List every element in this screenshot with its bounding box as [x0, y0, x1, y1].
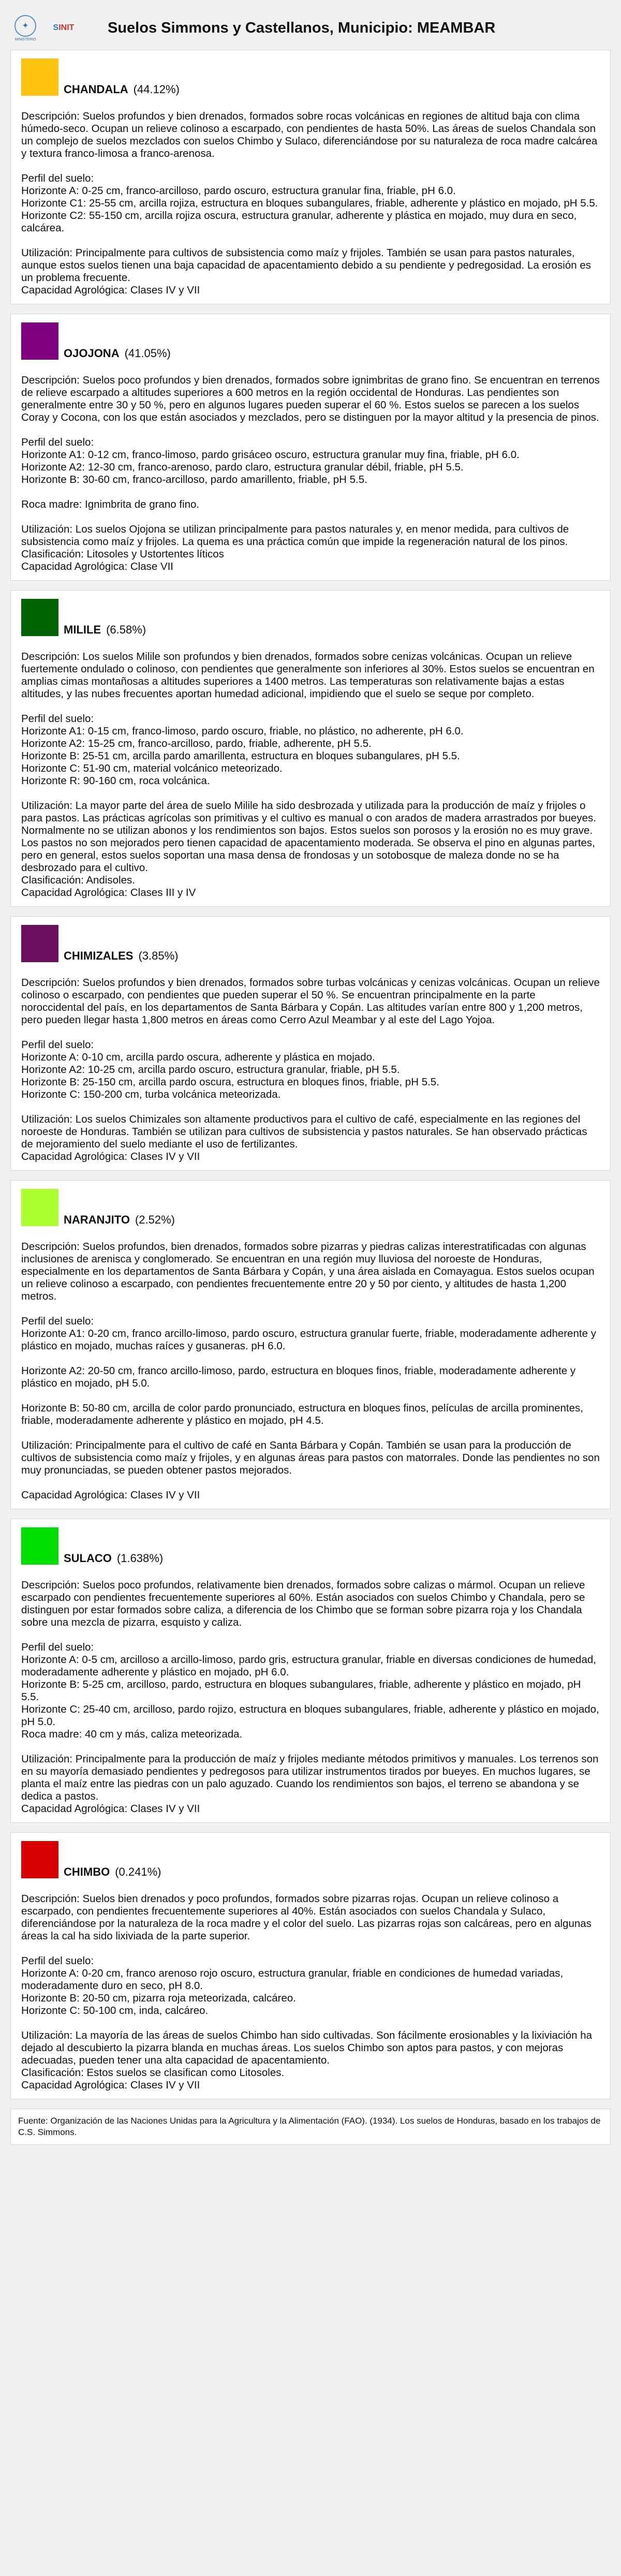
soil-text-line: Perfil del suelo:: [21, 1641, 94, 1653]
soil-text-line: Descripción: Suelos poco profundos, relativamente bien drenados, formados sobre calizas o mármol. Ocupan un relieve escarpado con pendientes frecuentemente superiores al 60%. Están asociados con suelos Chimbo y Chandala, pero se distinguen por estar formados sobre caliza, a diferencia de los Chimbo que se forman sobre pizarra roja y los Chandala sobre una mezcla de pizarra, esquisto y caliza.: [21, 1579, 585, 1628]
soil-name: CHIMBO: [64, 1865, 110, 1878]
soil-text-line: Roca madre: Ignimbrita de grano fino.: [21, 498, 200, 510]
soil-text-line: Utilización: La mayoría de las áreas de suelos Chimbo han sido cultivadas. Son fácilmente erosionables y la lixiviación ha dejado al descubierto la pizarra blanda en muchas áreas. Los suelos Chimbo son aptos para pastos, y con mejoras adecuadas, pueden tener una alta capacidad de apacentamiento.: [21, 2029, 593, 2066]
ministry-seal-icon: ✦: [14, 15, 36, 37]
soil-text-block: [21, 1402, 600, 1427]
soil-text-line: Horizonte B: 25-51 cm, arcilla pardo amarillenta, estructura en bloques subangulares, pH 5.5.: [21, 750, 460, 762]
soil-text-line: Horizonte A1: 0-12 cm, franco-limoso, pardo grisáceo oscuro, estructura granular muy fina, friable, pH 6.0.: [21, 449, 520, 461]
soil-text-block: [21, 1579, 600, 1629]
soil-text-block: [21, 436, 600, 486]
soil-text-block: [21, 1315, 600, 1352]
soil-text-line: Horizonte C2: 55-150 cm, arcilla rojiza oscura, estructura granular, adherente y plástica en mojado, muy dura en seco, calcárea.: [21, 210, 577, 234]
soil-text-line: Capacidad Agrológica: Clases IV y VII: [21, 1151, 200, 1162]
soil-header: [21, 1527, 600, 1565]
soil-text-block: [21, 977, 600, 1026]
soil-color-swatch: [21, 58, 58, 96]
soil-text-block: [21, 1893, 600, 1942]
soil-text-line: Capacidad Agrológica: Clases IV y VII: [21, 2079, 200, 2091]
soil-percentage: (0.241%): [115, 1865, 161, 1878]
soil-percentage: (41.05%): [124, 347, 171, 360]
soil-card-sulaco: [10, 1519, 611, 1823]
soil-text-line: Utilización: Principalmente para la producción de maíz y frijoles mediante métodos primitivos y manuales. Los terrenos son en su mayoría demasiado pendientes y pedregosos para utilizar instrumentos tirados por bueyes. En muchos lugares, se planta el maíz entre las piedras con un palo aguzado. Cuando los rendimientos son bajos, el terreno se abandona y se dedica a pastos.: [21, 1753, 599, 1802]
soil-text-line: Horizonte B: 20-50 cm, pizarra roja meteorizada, calcáreo.: [21, 1992, 296, 2004]
soil-text-line: Capacidad Agrológica: Clases III y IV: [21, 887, 196, 899]
ministry-logo-caption: MINISTERIO: [14, 37, 36, 41]
soil-text-line: Horizonte C1: 25-55 cm, arcilla rojiza, estructura en bloques subangulares, friable, adherente y plástico en mojado, pH 5.5.: [21, 197, 598, 209]
source-footer: Fuente: Organización de las Naciones Unidas para la Agricultura y la Alimentación (FAO). (1934). Los suelos de Honduras, basado en los trabajos de C.S. Simmons.: [10, 2109, 611, 2145]
soil-text-line: Descripción: Los suelos Milile son profundos y bien drenados, formados sobre cenizas volcánicas. Ocupan un relieve fuertemente ondulado o colinoso, con pendientes que generalmente son inferiores al 30%. Estos suelos se encuentran en amplias cimas montañosas a altitudes superiores a 1400 metros. Las temperaturas son relativamente bajas a estas altitudes, y las nubes frecuentes aportan humedad adicional, impidiendo que el suelo se seque por completo.: [21, 651, 595, 700]
soil-text-block: [21, 1955, 600, 2017]
soil-name: CHANDALA: [64, 83, 128, 96]
soil-text-block: [21, 172, 600, 234]
soil-text-line: Utilización: Principalmente para el cultivo de café en Santa Bárbara y Copán. También se usan para la producción de cultivos de subsistencia como maíz y frijoles, y en algunas áreas para pastos con matorrales. Donde las pendientes no son muy pronunciadas, se pueden obtener pastos mejorados.: [21, 1439, 600, 1476]
soil-text-line: Horizonte A: 0-25 cm, franco-arcilloso, pardo oscuro, estructura granular fina, friable, pH 6.0.: [21, 185, 456, 197]
soil-color-swatch: [21, 599, 58, 636]
soil-text-block: [21, 110, 600, 160]
soil-text-line: Horizonte R: 90-160 cm, roca volcánica.: [21, 775, 210, 787]
soil-text-line: Horizonte A2: 10-25 cm, arcilla pardo oscuro, estructura granular, friable, pH 5.5.: [21, 1064, 400, 1076]
soil-color-swatch: [21, 322, 58, 360]
soil-text-line: Horizonte B: 30-60 cm, franco-arcilloso, pardo amarillento, friable, pH 5.5.: [21, 474, 367, 485]
soil-color-swatch: [21, 1841, 58, 1878]
soil-percentage: (44.12%): [133, 83, 180, 96]
soil-text-line: Horizonte A2: 20-50 cm, franco arcillo-limoso, pardo, estructura en bloques finos, friable, moderadamente adherente y plástico en mojado, pH 5.0.: [21, 1365, 576, 1389]
soil-text-block: [21, 2029, 600, 2092]
soil-card-chandala: [10, 50, 611, 304]
soil-text-line: Capacidad Agrológica: Clase VII: [21, 561, 174, 572]
soil-name: OJOJONA: [64, 347, 120, 360]
soil-text-line: Descripción: Suelos profundos, bien drenados, formados sobre pizarras y piedras calizas interestratificadas con algunas inclusiones de arenisca y conglomerado. Se encuentran en una región muy lluviosa del noroeste de Honduras, especialmente en los departamentos de Santa Bárbara y Copán, y una área aislada en Comayagua. Estos suelos ocupan un relieve colinoso a escarpado, con pendientes frecuentemente entre 20 y 50 por ciento, y altitudes de hasta 1,200 metros.: [21, 1241, 595, 1302]
soil-color-swatch: [21, 1189, 58, 1226]
soil-percentage: (3.85%): [138, 949, 179, 962]
soil-header: [21, 1189, 600, 1226]
soil-text-line: Horizonte A: 0-10 cm, arcilla pardo oscura, adherente y plástica en mojado.: [21, 1051, 375, 1063]
soil-color-swatch: [21, 925, 58, 962]
soil-text-block: [21, 1641, 600, 1741]
soil-text-line: Horizonte B: 5-25 cm, arcilloso, pardo, estructura en bloques subangulares, friable, adherente y plástico en mojado, pH 5.5.: [21, 1679, 581, 1703]
soil-text-line: Descripción: Suelos profundos y bien drenados, formados sobre rocas volcánicas en regiones de altitud baja con clima húmedo-seco. Ocupan un relieve colinoso a escarpado, con pendientes de hasta 50%. Las áreas de suelos Chandala son un complejo de suelos mezclados con suelos Chimbo y Sulaco, diferenciándose por su naturaleza de roca madre calcárea y textura franco-limosa a franco-arenosa.: [21, 110, 598, 159]
soil-header: [21, 925, 600, 962]
soil-text-block: [21, 1241, 600, 1303]
soil-text-line: Horizonte A2: 15-25 cm, franco-arcilloso, pardo, friable, adherente, pH 5.5.: [21, 738, 372, 749]
soil-text-line: Horizonte C: 50-100 cm, inda, calcáreo.: [21, 2005, 209, 2016]
soil-text-line: Horizonte B: 50-80 cm, arcilla de color pardo pronunciado, estructura en bloques finos, películas de arcilla prominentes, friable, moderadamente adherente y plástico en mojado, pH 4.5.: [21, 1402, 583, 1426]
soil-text-line: Perfil del suelo:: [21, 713, 94, 725]
soil-text-block: [21, 1365, 600, 1390]
soil-card-chimizales: [10, 916, 611, 1171]
soil-text-block: [21, 1113, 600, 1163]
soil-text-block: [21, 523, 600, 573]
soil-percentage: (2.52%): [135, 1213, 175, 1226]
soil-name: SULACO: [64, 1552, 112, 1565]
soil-text-line: Clasificación: Andisoles.: [21, 874, 135, 886]
sinit-logo: [50, 15, 78, 41]
soil-text-line: Roca madre: 40 cm y más, caliza meteorizada.: [21, 1728, 243, 1740]
soil-header: [21, 1841, 600, 1878]
soil-text-block: [21, 651, 600, 700]
soil-text-line: Capacidad Agrológica: Clases IV y VII: [21, 284, 200, 296]
soil-text-line: Horizonte C: 150-200 cm, turba volcánica meteorizada.: [21, 1088, 281, 1100]
soil-percentage: (6.58%): [106, 623, 146, 636]
soil-text-line: Horizonte A1: 0-20 cm, franco arcillo-limoso, pardo oscuro, estructura granular fuerte, friable, moderadamente adherente y plástico en mojado, muchas raíces y gusaneras. pH 6.0.: [21, 1328, 596, 1352]
soil-text-line: Horizonte A: 0-20 cm, franco arenoso rojo oscuro, estructura granular, friable en condiciones de humedad variadas, moderadamente duro en seco, pH 8.0.: [21, 1967, 564, 1992]
soil-header: [21, 58, 600, 96]
soil-card-naranjito: [10, 1180, 611, 1509]
soil-text-line: Descripción: Suelos poco profundos y bien drenados, formados sobre ignimbritas de grano fino. Se encuentran en terrenos de relieve escarpado a altitudes superiores a 600 metros en la región occidental de Honduras. Las pendientes son generalmente entre 30 y 50 %, pero en algunos lugares pueden superar el 60 %. Estos suelos se parecen a los suelos Coray y Cocona, con los que están asociados y mezclados, pero se distinguen por la mayor altitud y la presencia de pinos.: [21, 374, 600, 423]
soil-text-line: Descripción: Suelos bien drenados y poco profundos, formados sobre pizarras rojas. Ocupan un relieve colinoso a escarpado, con pendientes frecuentemente superiores al 40%. Están asociados con suelos Chandala y Sulaco, diferenciándose por la naturaleza de la roca madre y el color del suelo. Las pizarras rojas son calcáreas, pero en algunas áreas la cal ha sido lixiviada de la parte superior.: [21, 1893, 592, 1942]
soil-text-block: [21, 374, 600, 424]
page-title: Suelos Simmons y Castellanos, Municipio: MEAMBAR: [108, 19, 496, 36]
soil-text-line: Horizonte C: 51-90 cm, material volcánico meteorizado.: [21, 762, 283, 774]
soil-percentage: (1.638%): [116, 1552, 164, 1565]
soil-name: MILILE: [64, 623, 101, 636]
soil-name: NARANJITO: [64, 1213, 130, 1226]
soil-header: [21, 322, 600, 360]
soil-color-swatch: [21, 1527, 58, 1565]
soil-name: CHIMIZALES: [64, 949, 134, 962]
soil-text-line: Capacidad Agrológica: Clases IV y VII: [21, 1489, 200, 1501]
soil-text-line: Utilización: Los suelos Ojojona se utilizan principalmente para pastos naturales y, en menor medida, para cultivos de subsistencia como maíz y frijoles. La quema es una práctica común que impide la regeneración natural de los pinos.: [21, 523, 569, 548]
soil-text-line: Horizonte B: 25-150 cm, arcilla pardo oscura, estructura en bloques finos, friable, pH 5.5.: [21, 1076, 439, 1088]
soil-text-line: Capacidad Agrológica: Clases IV y VII: [21, 1803, 200, 1815]
soil-text-line: Clasificación: Estos suelos se clasifican como Litosoles.: [21, 2067, 285, 2079]
soil-text-line: Perfil del suelo:: [21, 1315, 94, 1327]
soil-text-line: Horizonte A2: 12-30 cm, franco-arenoso, pardo claro, estructura granular débil, friable, pH 5.5.: [21, 461, 464, 473]
sinit-logo-text: INIT: [58, 23, 75, 32]
sinit-logo-letter: S: [53, 23, 59, 32]
soil-text-block: [21, 498, 600, 511]
soil-text-line: Descripción: Suelos profundos y bien drenados, formados sobre turbas volcánicas y cenizas volcánicas. Ocupan un relieve colinoso o escarpado, con pendientes que pueden superar el 50 %. Se encuentran principalmente en la parte noroccidental del país, en los departamentos de Santa Bárbara y Copán. Las altitudes varían entre 800 y 1,200 metros, pero pueden llegar hasta 1,800 metros en áreas como Cerro Azul Meambar y al este del Lago Yojoa.: [21, 977, 600, 1026]
soil-card-ojojona: [10, 314, 611, 581]
soil-text-block: [21, 1439, 600, 1477]
soil-text-block: [21, 1753, 600, 1815]
soil-card-milile: [10, 590, 611, 907]
soil-text-line: Utilización: Los suelos Chimizales son altamente productivos para el cultivo de café, especialmente en las regiones del noroeste de Honduras. También se utilizan para cultivos de subsistencia y pastos naturales. Se han observado prácticas de mejoramiento del suelo mediante el uso de fertilizantes.: [21, 1113, 587, 1150]
soil-text-line: Perfil del suelo:: [21, 172, 94, 184]
soil-header: [21, 599, 600, 636]
soil-text-line: Clasificación: Litosoles y Ustortentes líticos: [21, 548, 224, 560]
soil-text-block: [21, 1039, 600, 1101]
soil-text-line: Perfil del suelo:: [21, 1039, 94, 1051]
soil-text-line: Utilización: Principalmente para cultivos de subsistencia como maíz y frijoles. También se usan para pastos naturales, aunque estos suelos tienen una baja capacidad de apacentamiento debido a su pendiente y pedregosidad. La erosión es un problema frecuente.: [21, 247, 591, 284]
soil-card-chimbo: [10, 1832, 611, 2099]
soil-text-line: Perfil del suelo:: [21, 1955, 94, 1967]
soil-text-line: Horizonte C: 25-40 cm, arcilloso, pardo rojizo, estructura en bloques subangulares, friable, adherente y plástico en mojado, pH 5.0.: [21, 1703, 599, 1728]
soil-list: [7, 50, 614, 2099]
header: [7, 6, 614, 50]
soil-text-line: Horizonte A1: 0-15 cm, franco-limoso, pardo oscuro, friable, no plástico, no adherente, pH 6.0.: [21, 725, 464, 737]
soil-text-block: [21, 1489, 600, 1502]
soil-text-block: [21, 247, 600, 297]
soil-text-line: Perfil del suelo:: [21, 436, 94, 448]
soil-text-line: Horizonte A: 0-5 cm, arcilloso a arcillo-limoso, pardo gris, estructura granular, friable en diversas condiciones de humedad, moderadamente adherente y plástico en mojado, pH 6.0.: [21, 1654, 596, 1678]
soil-text-line: Utilización: La mayor parte del área de suelo Milile ha sido desbrozada y utilizada para la producción de maíz y frijoles o para pastos. Las prácticas agrícolas son primitivas y el cultivo es manual o con arados de madera arrastrados por bueyes. Normalmente no se utilizan abonos y los rendimientos son bajos. Estos suelos son porosos y la erosión no es muy grave. Los pastos no son mejorados pero tienen capacidad de apacentamiento moderada. Se observa el pino en algunas partes, pero en general, estos suelos soportan una masa densa de frondosas y un sotobosque de maleza donde no se ha desbrozado para el cultivo.: [21, 800, 596, 874]
ministry-logo: [10, 12, 40, 44]
soil-text-block: [21, 800, 600, 899]
soil-text-block: [21, 713, 600, 787]
